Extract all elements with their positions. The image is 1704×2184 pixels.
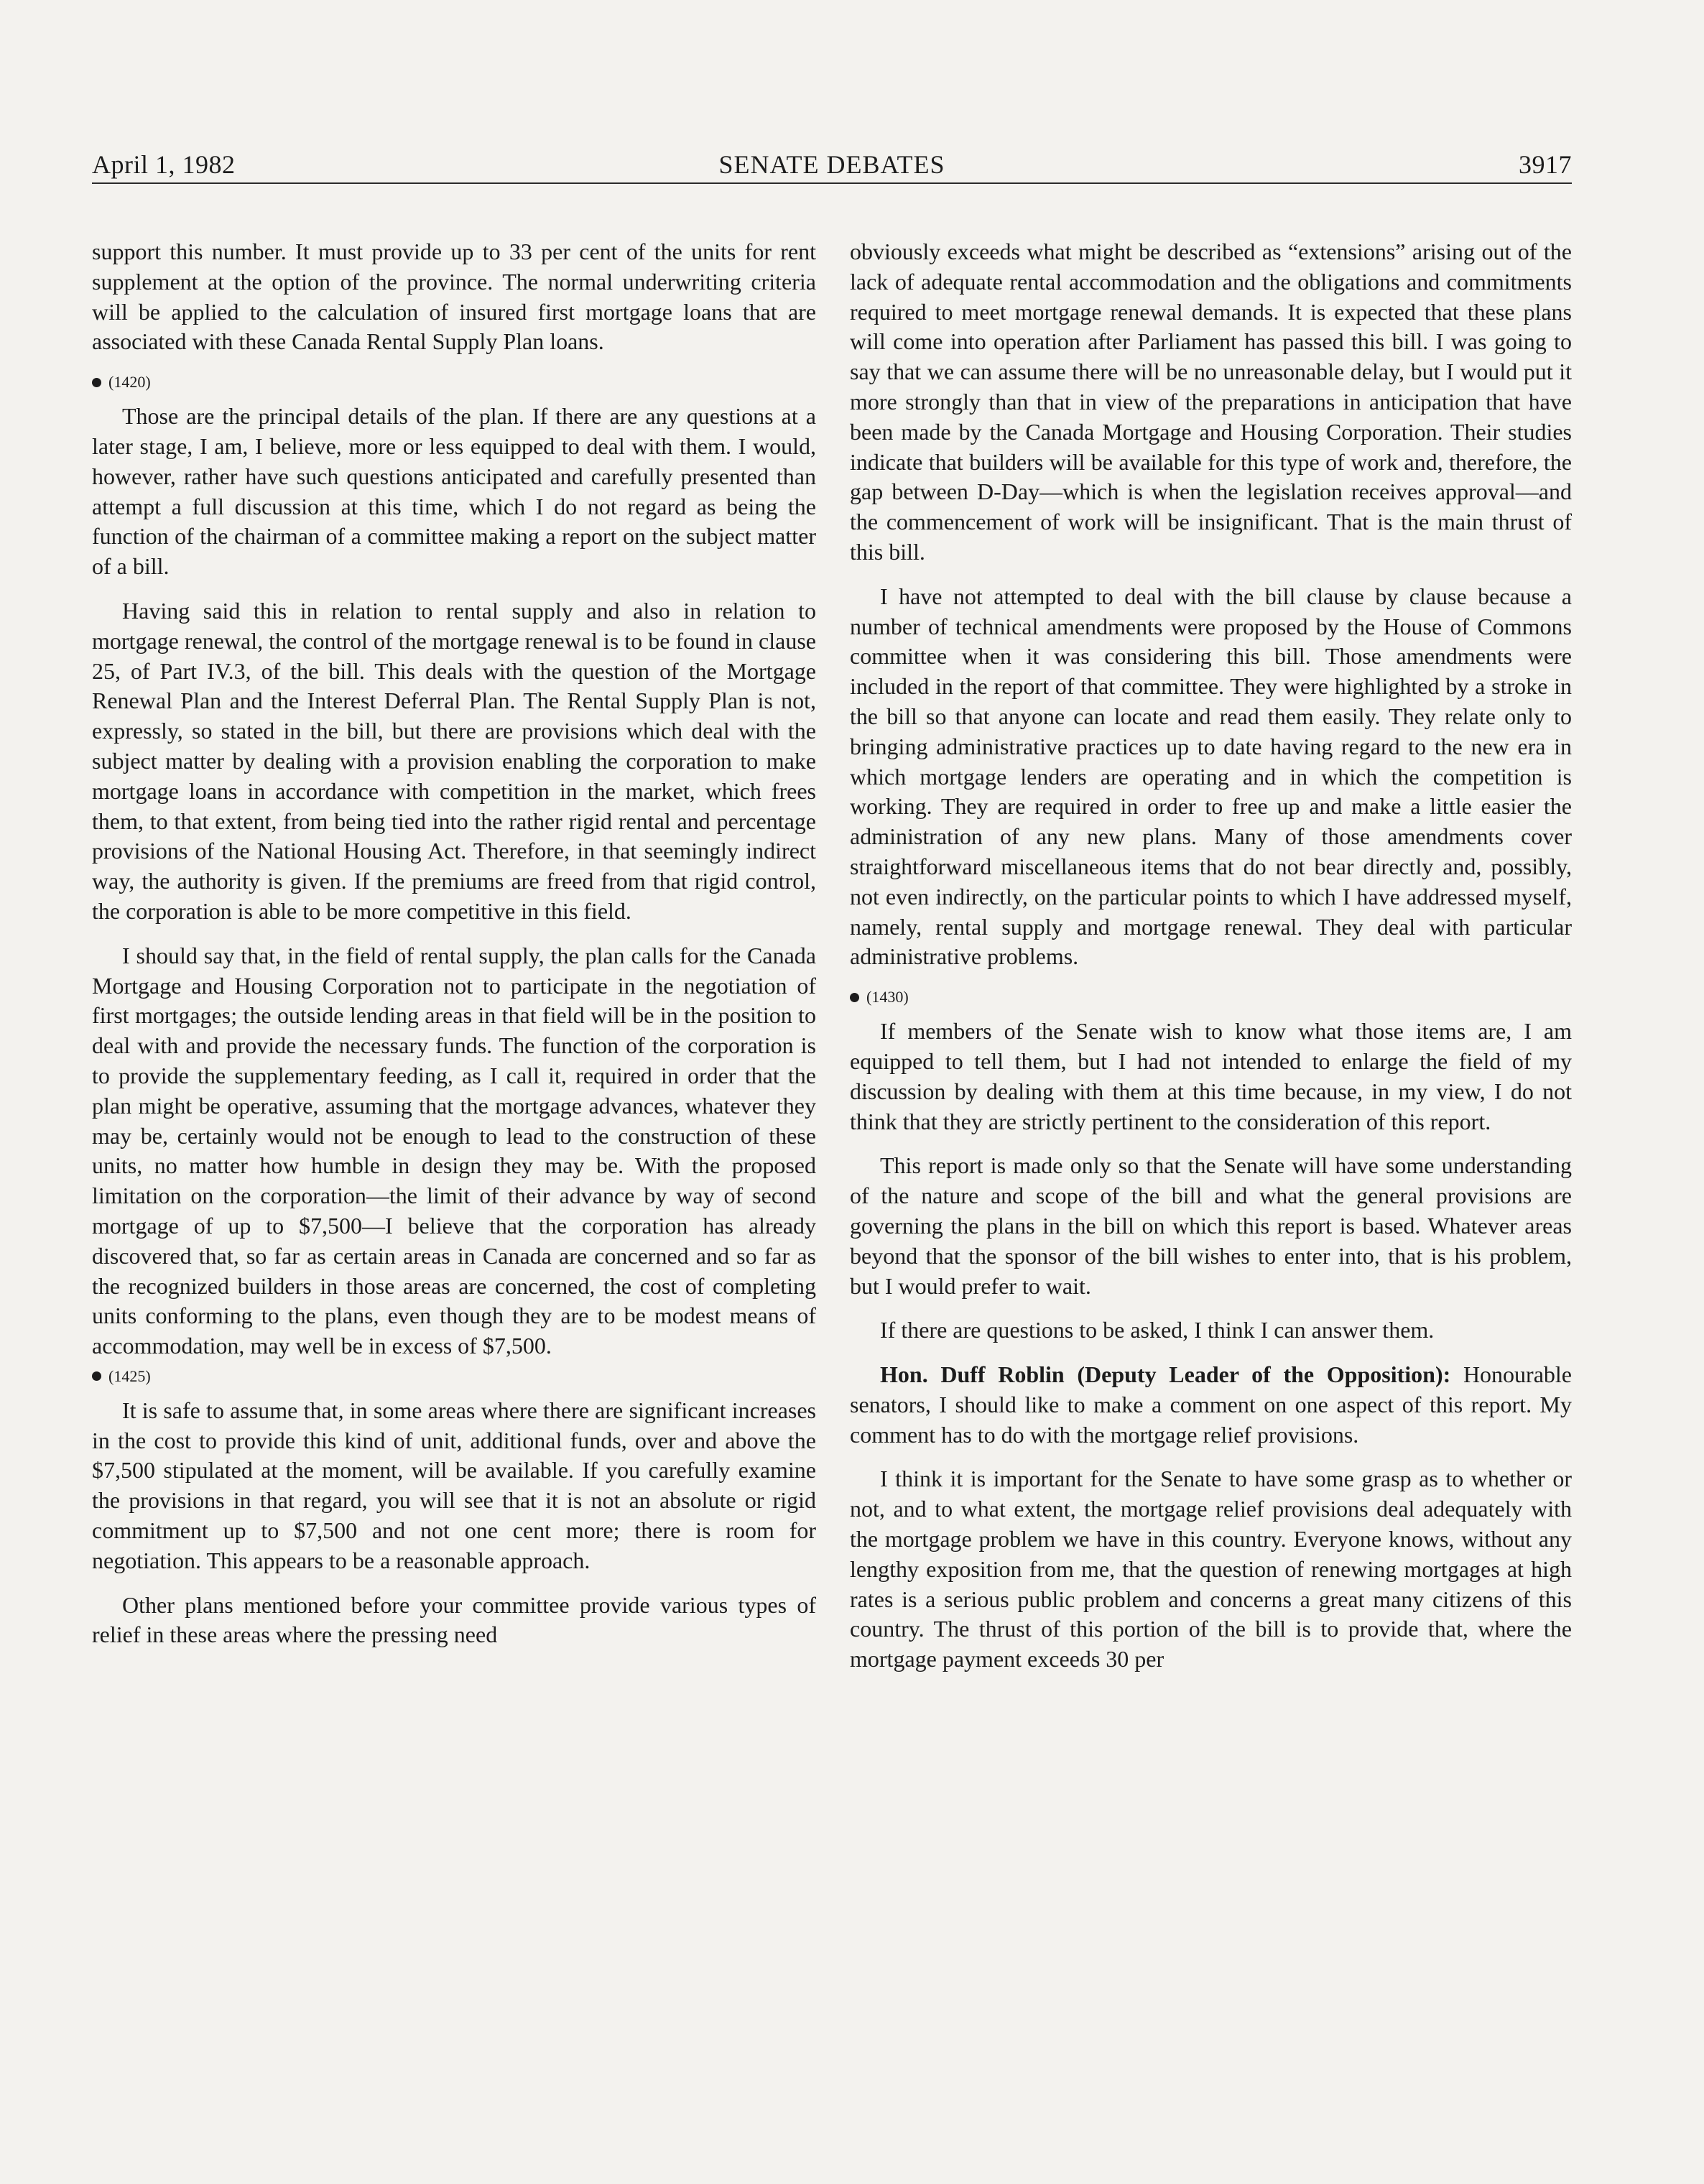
bullet-icon bbox=[92, 378, 101, 387]
speaker-text: Honourable senators, I should like to make a comment on one aspect of this report. My comment has to do with the mortgage relief provisions. bbox=[850, 1361, 1573, 1448]
time-marker-label: (1420) bbox=[108, 373, 151, 392]
time-marker-label: (1430) bbox=[866, 988, 909, 1007]
paragraph: support this number. It must provide up to 33 per cent of the units for rent supplement at the option of the province. The normal underwriting criteria will be applied to the calculation of insured first mortgage loans that are associated with these Canada Rental Supply Plan loans. bbox=[92, 239, 816, 355]
paragraph: This report is made only so that the Senate will have some understanding of the nature and scope of the bill and what the general provisions are governing the plans in the bill on which this report is based. Whatever areas beyond that the sponsor of the bill wishes to enter into, that is his problem, but I would prefer to wait. bbox=[850, 1152, 1572, 1299]
time-marker bbox=[92, 1366, 816, 1387]
header-date: April 1, 1982 bbox=[92, 150, 236, 179]
time-marker-label: (1425) bbox=[108, 1366, 151, 1385]
time-marker bbox=[92, 371, 816, 393]
paragraph: Those are the principal details of the plan. If there are any questions at a later stage, I am, I believe, more or less equipped to deal with them. I would, however, rather have such questions anticipated and carefully presented than attempt a full discussion at this time, which I do not regard as being the function of the chairman of a committee making a report on the subject matter of a bill. bbox=[92, 403, 816, 580]
paragraph: I should say that, in the field of rental supply, the plan calls for the Canada Mortgage and Housing Corporation not to participate in the negotiation of first mortgages; the outside lending areas in that field will be in the position to deal with and provide the necessary funds. The function of the corporation is to provide the supplementary feeding, as I call it, required in order that the plan might be operative, assuming that the mortgage advances, whatever they may be, certainly would not be enough to lead to the construction of these units, no matter how humble in design they may be. With the proposed limitation on the corporation—the limit of their advance by way of second mortgage of up to $7,500—I believe that the corporation has already discovered that, so far as certain areas in Canada are concerned and so far as the recognized builders in those areas are concerned, the cost of completing units conforming to the plans, even though they are to be modest means of accommodation, may well be in excess of $7,500. bbox=[92, 942, 816, 1359]
paragraph: If there are questions to be asked, I think I can answer them. bbox=[880, 1317, 1435, 1343]
document-page bbox=[92, 149, 1572, 2132]
paragraph: It is safe to assume that, in some areas where there are significant increases in the cost to provide this kind of unit, additional funds, over and above the $7,500 stipulated at the moment, will be available. If you carefully examine the provisions in that regard, you will see that it is not an absolute or rigid commitment up to $7,500 and not one cent more; there is room for negotiation. This appears to be a reasonable approach. bbox=[92, 1397, 816, 1573]
bullet-icon bbox=[92, 1371, 101, 1381]
right-column bbox=[850, 237, 1572, 1689]
header-title: SENATE DEBATES bbox=[718, 150, 945, 179]
paragraph: I have not attempted to deal with the bill clause by clause because a number of technical amendments were proposed by the House of Commons committee when it was considering this bill. Those amendments were included in the report of that committee. They were highlighted by a stroke in the bill so that anyone can locate and read them easily. They relate only to bringing administrative practices up to date having regard to the new era in which mortgage lenders are operating and in which the competition is working. They are required in order to free up and make a little easier the administration of any new plans. Many of those amendments cover straightforward miscellaneous items that do not bear directly and, possibly, not even indirectly, on the particular points to which I have addressed myself, namely, rental supply and mortgage renewal. They deal with particular administrative problems. bbox=[850, 583, 1572, 970]
paragraph: Having said this in relation to rental supply and also in relation to mortgage renewal, the control of the mortgage renewal is to be found in clause 25, of Part IV.3, of the bill. This deals with the question of the Mortgage Renewal Plan and the Interest Deferral Plan. The Rental Supply Plan is not, expressly, so stated in the bill, but there are provisions which deal with the subject matter by dealing with a provision enabling the corporation to make mortgage loans in accordance with competition in the market, which frees them, to that extent, from being tied into the rather rigid rental and percentage provisions of the National Housing Act. Therefore, in that seemingly indirect way, the authority is given. If the premiums are freed from that rigid control, the corporation is able to be more competitive in this field. bbox=[92, 597, 816, 924]
page-number: 3917 bbox=[1519, 150, 1572, 179]
speaker-name: Hon. Duff Roblin (Deputy Leader of the Opposition): bbox=[880, 1361, 1451, 1388]
bullet-icon bbox=[850, 993, 859, 1002]
time-marker bbox=[850, 986, 1572, 1008]
speaker-paragraph bbox=[850, 1360, 1572, 1450]
paragraph: obviously exceeds what might be described as “extensions” arising out of the lack of adequate rental accommodation and the obligations and commitments required to meet mortgage renewal demands. It is expected that these plans will come into operation after Parliament has passed this bill. I was going to say that we can assume there will be no unreasonable delay, but I would put it more strongly than that in view of the preparations in anticipation that have been made by the Canada Mortgage and Housing Corporation. Their studies indicate that builders will be available for this type of work and, therefore, the gap between D-Day—which is when the legislation receives approval—and the commencement of work will be insignificant. That is the main thrust of this bill. bbox=[850, 239, 1572, 565]
paragraph: If members of the Senate wish to know what those items are, I am equipped to tell them, but I had not intended to enlarge the field of my discussion by dealing with them at this time because, in my view, I do not think that they are strictly pertinent to the consideration of this report. bbox=[850, 1018, 1572, 1134]
paragraph: I think it is important for the Senate to have some grasp as to whether or not, and to what extent, the mortgage relief provisions deal adequately with the mortgage problem we have in this country. Everyone knows, without any lengthy exposition from me, that the question of renewing mortgages at high rates is a serious public problem and concerns a great many citizens of this country. The thrust of this portion of the bill is to provide that, where the mortgage payment exceeds 30 per bbox=[850, 1466, 1572, 1672]
paragraph: Other plans mentioned before your committee provide various types of relief in these areas where the pressing need bbox=[92, 1591, 816, 1648]
page-header bbox=[92, 149, 1572, 187]
left-column bbox=[92, 237, 816, 1665]
header-rule bbox=[92, 182, 1572, 184]
